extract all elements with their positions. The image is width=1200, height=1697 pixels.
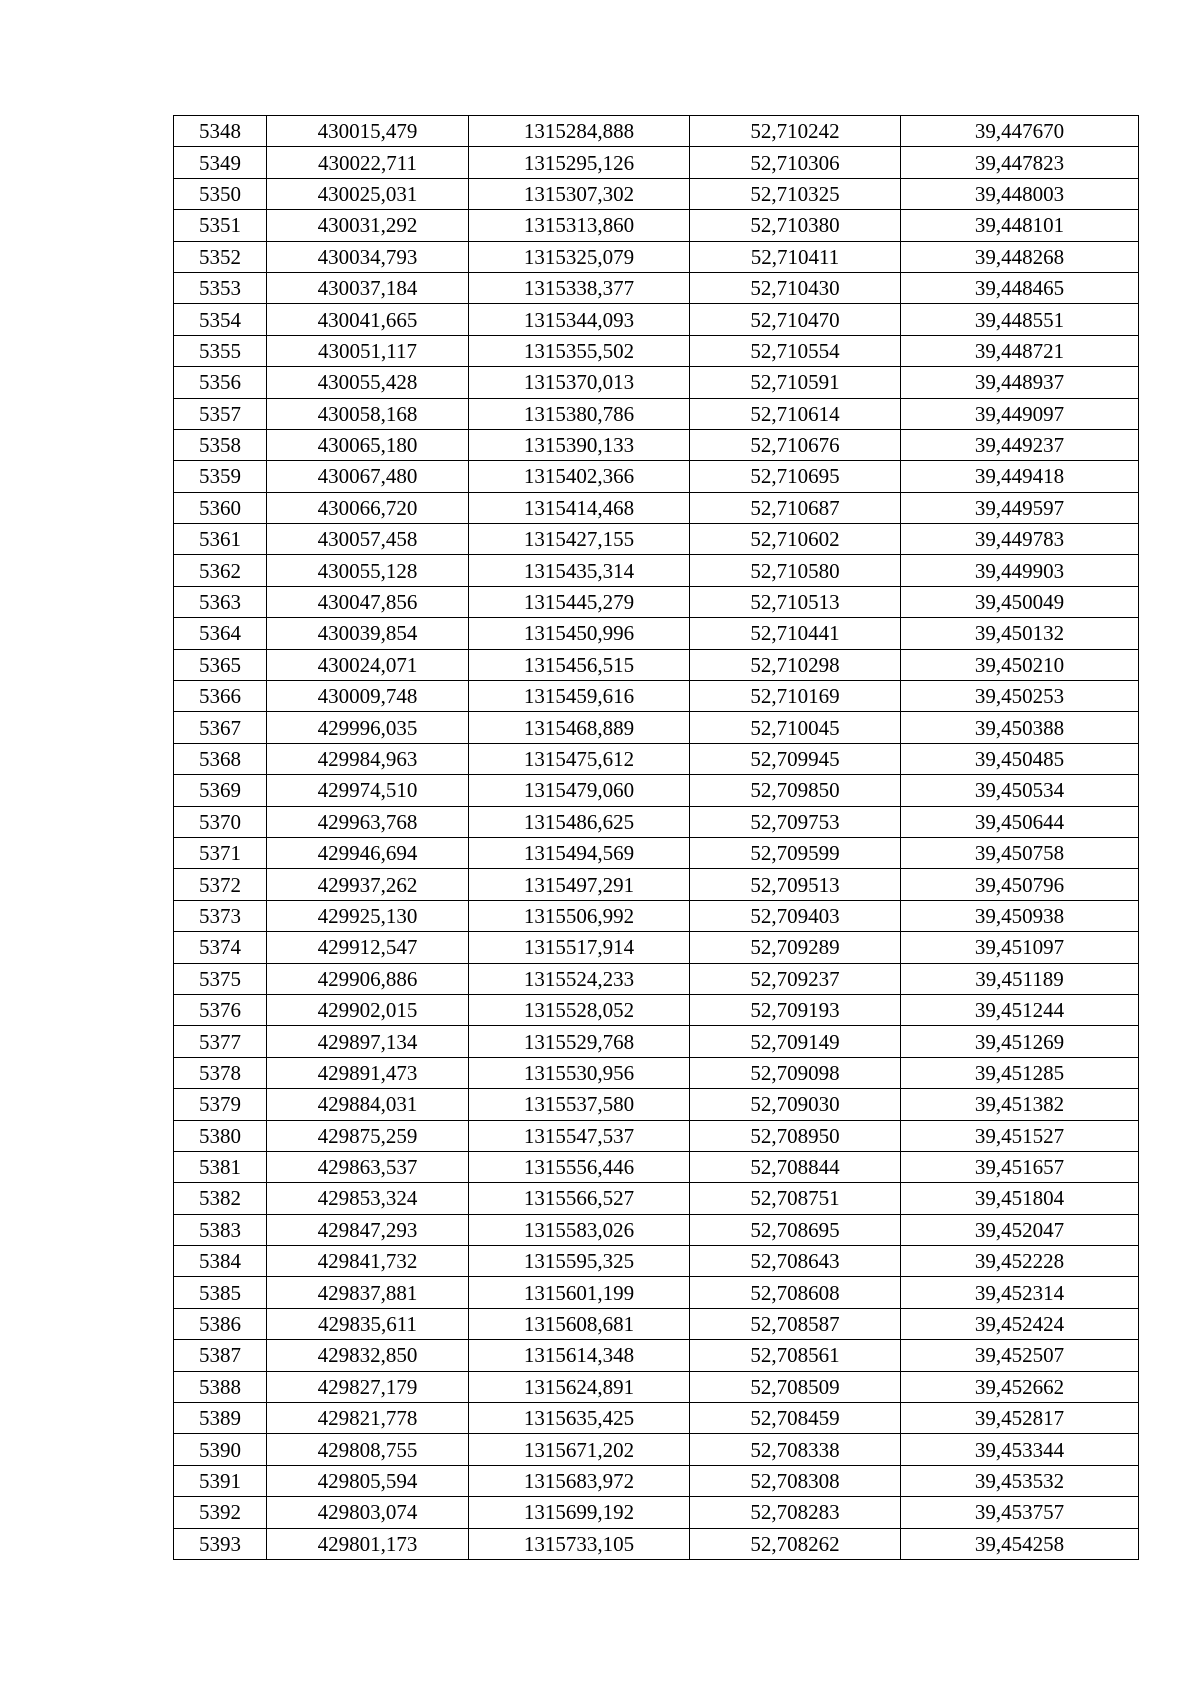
table-row bbox=[174, 241, 1139, 272]
point-number-cell: 5381 bbox=[174, 1151, 267, 1182]
longitude-cell: 39,450132 bbox=[901, 618, 1139, 649]
latitude-cell: 52,709753 bbox=[690, 806, 901, 837]
x-coordinate-cell: 429847,293 bbox=[267, 1214, 469, 1245]
latitude-cell: 52,708459 bbox=[690, 1403, 901, 1434]
longitude-cell: 39,453344 bbox=[901, 1434, 1139, 1465]
table-row bbox=[174, 1183, 1139, 1214]
table-row bbox=[174, 1340, 1139, 1371]
table-row bbox=[174, 1371, 1139, 1402]
x-coordinate-cell: 429984,963 bbox=[267, 743, 469, 774]
y-coordinate-cell: 1315307,302 bbox=[469, 178, 690, 209]
longitude-cell: 39,447823 bbox=[901, 147, 1139, 178]
table-row bbox=[174, 1308, 1139, 1339]
coordinates-table bbox=[173, 115, 1139, 1560]
x-coordinate-cell: 429891,473 bbox=[267, 1057, 469, 1088]
latitude-cell: 52,710591 bbox=[690, 367, 901, 398]
longitude-cell: 39,448268 bbox=[901, 241, 1139, 272]
x-coordinate-cell: 430037,184 bbox=[267, 272, 469, 303]
y-coordinate-cell: 1315733,105 bbox=[469, 1528, 690, 1559]
x-coordinate-cell: 429897,134 bbox=[267, 1026, 469, 1057]
y-coordinate-cell: 1315450,996 bbox=[469, 618, 690, 649]
y-coordinate-cell: 1315699,192 bbox=[469, 1497, 690, 1528]
longitude-cell: 39,453757 bbox=[901, 1497, 1139, 1528]
point-number-cell: 5357 bbox=[174, 398, 267, 429]
table-row bbox=[174, 398, 1139, 429]
x-coordinate-cell: 429863,537 bbox=[267, 1151, 469, 1182]
table-row bbox=[174, 586, 1139, 617]
point-number-cell: 5384 bbox=[174, 1246, 267, 1277]
longitude-cell: 39,452817 bbox=[901, 1403, 1139, 1434]
latitude-cell: 52,710441 bbox=[690, 618, 901, 649]
table-row bbox=[174, 1465, 1139, 1496]
x-coordinate-cell: 429925,130 bbox=[267, 900, 469, 931]
longitude-cell: 39,449903 bbox=[901, 555, 1139, 586]
latitude-cell: 52,709030 bbox=[690, 1089, 901, 1120]
latitude-cell: 52,710554 bbox=[690, 335, 901, 366]
point-number-cell: 5362 bbox=[174, 555, 267, 586]
y-coordinate-cell: 1315390,133 bbox=[469, 429, 690, 460]
y-coordinate-cell: 1315370,013 bbox=[469, 367, 690, 398]
x-coordinate-cell: 430031,292 bbox=[267, 210, 469, 241]
longitude-cell: 39,449237 bbox=[901, 429, 1139, 460]
point-number-cell: 5361 bbox=[174, 524, 267, 555]
y-coordinate-cell: 1315313,860 bbox=[469, 210, 690, 241]
y-coordinate-cell: 1315468,889 bbox=[469, 712, 690, 743]
y-coordinate-cell: 1315494,569 bbox=[469, 837, 690, 868]
longitude-cell: 39,452228 bbox=[901, 1246, 1139, 1277]
x-coordinate-cell: 430015,479 bbox=[267, 116, 469, 147]
longitude-cell: 39,451244 bbox=[901, 994, 1139, 1025]
y-coordinate-cell: 1315479,060 bbox=[469, 775, 690, 806]
x-coordinate-cell: 429906,886 bbox=[267, 963, 469, 994]
point-number-cell: 5389 bbox=[174, 1403, 267, 1434]
point-number-cell: 5350 bbox=[174, 178, 267, 209]
point-number-cell: 5390 bbox=[174, 1434, 267, 1465]
y-coordinate-cell: 1315506,992 bbox=[469, 900, 690, 931]
table-row bbox=[174, 618, 1139, 649]
x-coordinate-cell: 430009,748 bbox=[267, 681, 469, 712]
latitude-cell: 52,710695 bbox=[690, 461, 901, 492]
latitude-cell: 52,710614 bbox=[690, 398, 901, 429]
latitude-cell: 52,708509 bbox=[690, 1371, 901, 1402]
y-coordinate-cell: 1315583,026 bbox=[469, 1214, 690, 1245]
latitude-cell: 52,710380 bbox=[690, 210, 901, 241]
y-coordinate-cell: 1315456,515 bbox=[469, 649, 690, 680]
latitude-cell: 52,708608 bbox=[690, 1277, 901, 1308]
y-coordinate-cell: 1315402,366 bbox=[469, 461, 690, 492]
table-row bbox=[174, 1277, 1139, 1308]
table-row bbox=[174, 210, 1139, 241]
point-number-cell: 5352 bbox=[174, 241, 267, 272]
table-row bbox=[174, 304, 1139, 335]
latitude-cell: 52,710298 bbox=[690, 649, 901, 680]
latitude-cell: 52,709599 bbox=[690, 837, 901, 868]
x-coordinate-cell: 430024,071 bbox=[267, 649, 469, 680]
longitude-cell: 39,454258 bbox=[901, 1528, 1139, 1559]
table-row bbox=[174, 147, 1139, 178]
y-coordinate-cell: 1315414,468 bbox=[469, 492, 690, 523]
table-row bbox=[174, 335, 1139, 366]
y-coordinate-cell: 1315529,768 bbox=[469, 1026, 690, 1057]
x-coordinate-cell: 429937,262 bbox=[267, 869, 469, 900]
longitude-cell: 39,448551 bbox=[901, 304, 1139, 335]
point-number-cell: 5353 bbox=[174, 272, 267, 303]
x-coordinate-cell: 430047,856 bbox=[267, 586, 469, 617]
longitude-cell: 39,453532 bbox=[901, 1465, 1139, 1496]
table-row bbox=[174, 1151, 1139, 1182]
longitude-cell: 39,450049 bbox=[901, 586, 1139, 617]
latitude-cell: 52,709403 bbox=[690, 900, 901, 931]
point-number-cell: 5385 bbox=[174, 1277, 267, 1308]
longitude-cell: 39,450210 bbox=[901, 649, 1139, 680]
point-number-cell: 5378 bbox=[174, 1057, 267, 1088]
y-coordinate-cell: 1315435,314 bbox=[469, 555, 690, 586]
point-number-cell: 5369 bbox=[174, 775, 267, 806]
longitude-cell: 39,450253 bbox=[901, 681, 1139, 712]
y-coordinate-cell: 1315486,625 bbox=[469, 806, 690, 837]
point-number-cell: 5370 bbox=[174, 806, 267, 837]
table-row bbox=[174, 775, 1139, 806]
longitude-cell: 39,451382 bbox=[901, 1089, 1139, 1120]
x-coordinate-cell: 429808,755 bbox=[267, 1434, 469, 1465]
y-coordinate-cell: 1315614,348 bbox=[469, 1340, 690, 1371]
longitude-cell: 39,448101 bbox=[901, 210, 1139, 241]
y-coordinate-cell: 1315338,377 bbox=[469, 272, 690, 303]
x-coordinate-cell: 430022,711 bbox=[267, 147, 469, 178]
latitude-cell: 52,709850 bbox=[690, 775, 901, 806]
y-coordinate-cell: 1315295,126 bbox=[469, 147, 690, 178]
x-coordinate-cell: 429884,031 bbox=[267, 1089, 469, 1120]
latitude-cell: 52,708751 bbox=[690, 1183, 901, 1214]
latitude-cell: 52,708695 bbox=[690, 1214, 901, 1245]
point-number-cell: 5363 bbox=[174, 586, 267, 617]
point-number-cell: 5382 bbox=[174, 1183, 267, 1214]
point-number-cell: 5367 bbox=[174, 712, 267, 743]
table-row bbox=[174, 1026, 1139, 1057]
y-coordinate-cell: 1315497,291 bbox=[469, 869, 690, 900]
latitude-cell: 52,709513 bbox=[690, 869, 901, 900]
x-coordinate-cell: 429837,881 bbox=[267, 1277, 469, 1308]
x-coordinate-cell: 429902,015 bbox=[267, 994, 469, 1025]
latitude-cell: 52,709098 bbox=[690, 1057, 901, 1088]
latitude-cell: 52,709237 bbox=[690, 963, 901, 994]
x-coordinate-cell: 430067,480 bbox=[267, 461, 469, 492]
latitude-cell: 52,708587 bbox=[690, 1308, 901, 1339]
latitude-cell: 52,709193 bbox=[690, 994, 901, 1025]
y-coordinate-cell: 1315671,202 bbox=[469, 1434, 690, 1465]
y-coordinate-cell: 1315547,537 bbox=[469, 1120, 690, 1151]
latitude-cell: 52,709945 bbox=[690, 743, 901, 774]
y-coordinate-cell: 1315427,155 bbox=[469, 524, 690, 555]
table-row bbox=[174, 1057, 1139, 1088]
point-number-cell: 5364 bbox=[174, 618, 267, 649]
table-row bbox=[174, 1089, 1139, 1120]
longitude-cell: 39,448465 bbox=[901, 272, 1139, 303]
table-row bbox=[174, 116, 1139, 147]
point-number-cell: 5379 bbox=[174, 1089, 267, 1120]
longitude-cell: 39,450388 bbox=[901, 712, 1139, 743]
y-coordinate-cell: 1315459,616 bbox=[469, 681, 690, 712]
point-number-cell: 5349 bbox=[174, 147, 267, 178]
table-row bbox=[174, 837, 1139, 868]
point-number-cell: 5377 bbox=[174, 1026, 267, 1057]
table-row bbox=[174, 461, 1139, 492]
latitude-cell: 52,710687 bbox=[690, 492, 901, 523]
longitude-cell: 39,451269 bbox=[901, 1026, 1139, 1057]
y-coordinate-cell: 1315528,052 bbox=[469, 994, 690, 1025]
longitude-cell: 39,450796 bbox=[901, 869, 1139, 900]
longitude-cell: 39,451527 bbox=[901, 1120, 1139, 1151]
latitude-cell: 52,709149 bbox=[690, 1026, 901, 1057]
y-coordinate-cell: 1315624,891 bbox=[469, 1371, 690, 1402]
latitude-cell: 52,710242 bbox=[690, 116, 901, 147]
longitude-cell: 39,452424 bbox=[901, 1308, 1139, 1339]
x-coordinate-cell: 430041,665 bbox=[267, 304, 469, 335]
table-row bbox=[174, 869, 1139, 900]
y-coordinate-cell: 1315556,446 bbox=[469, 1151, 690, 1182]
longitude-cell: 39,450758 bbox=[901, 837, 1139, 868]
table-row bbox=[174, 712, 1139, 743]
longitude-cell: 39,448003 bbox=[901, 178, 1139, 209]
x-coordinate-cell: 429835,611 bbox=[267, 1308, 469, 1339]
table-row bbox=[174, 1403, 1139, 1434]
point-number-cell: 5392 bbox=[174, 1497, 267, 1528]
point-number-cell: 5351 bbox=[174, 210, 267, 241]
point-number-cell: 5376 bbox=[174, 994, 267, 1025]
point-number-cell: 5380 bbox=[174, 1120, 267, 1151]
point-number-cell: 5375 bbox=[174, 963, 267, 994]
table-row bbox=[174, 1214, 1139, 1245]
table-row bbox=[174, 492, 1139, 523]
point-number-cell: 5366 bbox=[174, 681, 267, 712]
y-coordinate-cell: 1315530,956 bbox=[469, 1057, 690, 1088]
latitude-cell: 52,708844 bbox=[690, 1151, 901, 1182]
y-coordinate-cell: 1315517,914 bbox=[469, 932, 690, 963]
latitude-cell: 52,710169 bbox=[690, 681, 901, 712]
table-row bbox=[174, 681, 1139, 712]
longitude-cell: 39,449097 bbox=[901, 398, 1139, 429]
table-row bbox=[174, 272, 1139, 303]
longitude-cell: 39,452314 bbox=[901, 1277, 1139, 1308]
x-coordinate-cell: 429912,547 bbox=[267, 932, 469, 963]
point-number-cell: 5373 bbox=[174, 900, 267, 931]
y-coordinate-cell: 1315284,888 bbox=[469, 116, 690, 147]
x-coordinate-cell: 429996,035 bbox=[267, 712, 469, 743]
latitude-cell: 52,710470 bbox=[690, 304, 901, 335]
y-coordinate-cell: 1315475,612 bbox=[469, 743, 690, 774]
table-row bbox=[174, 1434, 1139, 1465]
table-row bbox=[174, 429, 1139, 460]
y-coordinate-cell: 1315524,233 bbox=[469, 963, 690, 994]
y-coordinate-cell: 1315325,079 bbox=[469, 241, 690, 272]
point-number-cell: 5388 bbox=[174, 1371, 267, 1402]
longitude-cell: 39,451097 bbox=[901, 932, 1139, 963]
table-row bbox=[174, 963, 1139, 994]
y-coordinate-cell: 1315380,786 bbox=[469, 398, 690, 429]
x-coordinate-cell: 430055,428 bbox=[267, 367, 469, 398]
x-coordinate-cell: 429805,594 bbox=[267, 1465, 469, 1496]
table-row bbox=[174, 743, 1139, 774]
x-coordinate-cell: 430039,854 bbox=[267, 618, 469, 649]
latitude-cell: 52,710306 bbox=[690, 147, 901, 178]
table-row bbox=[174, 1120, 1139, 1151]
point-number-cell: 5368 bbox=[174, 743, 267, 774]
table-row bbox=[174, 1246, 1139, 1277]
x-coordinate-cell: 429963,768 bbox=[267, 806, 469, 837]
x-coordinate-cell: 429875,259 bbox=[267, 1120, 469, 1151]
x-coordinate-cell: 430058,168 bbox=[267, 398, 469, 429]
x-coordinate-cell: 430051,117 bbox=[267, 335, 469, 366]
x-coordinate-cell: 429827,179 bbox=[267, 1371, 469, 1402]
longitude-cell: 39,451657 bbox=[901, 1151, 1139, 1182]
y-coordinate-cell: 1315683,972 bbox=[469, 1465, 690, 1496]
latitude-cell: 52,708643 bbox=[690, 1246, 901, 1277]
longitude-cell: 39,449418 bbox=[901, 461, 1139, 492]
point-number-cell: 5386 bbox=[174, 1308, 267, 1339]
longitude-cell: 39,450644 bbox=[901, 806, 1139, 837]
x-coordinate-cell: 430034,793 bbox=[267, 241, 469, 272]
longitude-cell: 39,452507 bbox=[901, 1340, 1139, 1371]
point-number-cell: 5374 bbox=[174, 932, 267, 963]
table-row bbox=[174, 649, 1139, 680]
table-row bbox=[174, 367, 1139, 398]
y-coordinate-cell: 1315635,425 bbox=[469, 1403, 690, 1434]
table-row bbox=[174, 1528, 1139, 1559]
table-row bbox=[174, 900, 1139, 931]
latitude-cell: 52,710045 bbox=[690, 712, 901, 743]
latitude-cell: 52,708561 bbox=[690, 1340, 901, 1371]
latitude-cell: 52,708262 bbox=[690, 1528, 901, 1559]
longitude-cell: 39,448721 bbox=[901, 335, 1139, 366]
x-coordinate-cell: 429803,074 bbox=[267, 1497, 469, 1528]
x-coordinate-cell: 430065,180 bbox=[267, 429, 469, 460]
point-number-cell: 5383 bbox=[174, 1214, 267, 1245]
longitude-cell: 39,451285 bbox=[901, 1057, 1139, 1088]
y-coordinate-cell: 1315344,093 bbox=[469, 304, 690, 335]
table-row bbox=[174, 806, 1139, 837]
point-number-cell: 5358 bbox=[174, 429, 267, 460]
point-number-cell: 5360 bbox=[174, 492, 267, 523]
latitude-cell: 52,708338 bbox=[690, 1434, 901, 1465]
point-number-cell: 5371 bbox=[174, 837, 267, 868]
point-number-cell: 5359 bbox=[174, 461, 267, 492]
latitude-cell: 52,708283 bbox=[690, 1497, 901, 1528]
longitude-cell: 39,447670 bbox=[901, 116, 1139, 147]
point-number-cell: 5387 bbox=[174, 1340, 267, 1371]
x-coordinate-cell: 430057,458 bbox=[267, 524, 469, 555]
x-coordinate-cell: 429832,850 bbox=[267, 1340, 469, 1371]
longitude-cell: 39,449597 bbox=[901, 492, 1139, 523]
table-row bbox=[174, 1497, 1139, 1528]
longitude-cell: 39,450485 bbox=[901, 743, 1139, 774]
latitude-cell: 52,710676 bbox=[690, 429, 901, 460]
table-row bbox=[174, 994, 1139, 1025]
y-coordinate-cell: 1315566,527 bbox=[469, 1183, 690, 1214]
latitude-cell: 52,710513 bbox=[690, 586, 901, 617]
latitude-cell: 52,710430 bbox=[690, 272, 901, 303]
y-coordinate-cell: 1315445,279 bbox=[469, 586, 690, 617]
longitude-cell: 39,450938 bbox=[901, 900, 1139, 931]
longitude-cell: 39,449783 bbox=[901, 524, 1139, 555]
latitude-cell: 52,710602 bbox=[690, 524, 901, 555]
longitude-cell: 39,452662 bbox=[901, 1371, 1139, 1402]
y-coordinate-cell: 1315601,199 bbox=[469, 1277, 690, 1308]
point-number-cell: 5356 bbox=[174, 367, 267, 398]
y-coordinate-cell: 1315595,325 bbox=[469, 1246, 690, 1277]
longitude-cell: 39,452047 bbox=[901, 1214, 1139, 1245]
point-number-cell: 5365 bbox=[174, 649, 267, 680]
point-number-cell: 5355 bbox=[174, 335, 267, 366]
table-row bbox=[174, 932, 1139, 963]
latitude-cell: 52,710325 bbox=[690, 178, 901, 209]
point-number-cell: 5348 bbox=[174, 116, 267, 147]
latitude-cell: 52,708950 bbox=[690, 1120, 901, 1151]
x-coordinate-cell: 429974,510 bbox=[267, 775, 469, 806]
table-row bbox=[174, 178, 1139, 209]
y-coordinate-cell: 1315355,502 bbox=[469, 335, 690, 366]
latitude-cell: 52,710411 bbox=[690, 241, 901, 272]
latitude-cell: 52,710580 bbox=[690, 555, 901, 586]
x-coordinate-cell: 430066,720 bbox=[267, 492, 469, 523]
x-coordinate-cell: 429946,694 bbox=[267, 837, 469, 868]
x-coordinate-cell: 429801,173 bbox=[267, 1528, 469, 1559]
point-number-cell: 5393 bbox=[174, 1528, 267, 1559]
x-coordinate-cell: 430025,031 bbox=[267, 178, 469, 209]
x-coordinate-cell: 429841,732 bbox=[267, 1246, 469, 1277]
y-coordinate-cell: 1315608,681 bbox=[469, 1308, 690, 1339]
x-coordinate-cell: 429821,778 bbox=[267, 1403, 469, 1434]
x-coordinate-cell: 430055,128 bbox=[267, 555, 469, 586]
longitude-cell: 39,450534 bbox=[901, 775, 1139, 806]
longitude-cell: 39,451189 bbox=[901, 963, 1139, 994]
longitude-cell: 39,451804 bbox=[901, 1183, 1139, 1214]
table-row bbox=[174, 524, 1139, 555]
y-coordinate-cell: 1315537,580 bbox=[469, 1089, 690, 1120]
point-number-cell: 5354 bbox=[174, 304, 267, 335]
x-coordinate-cell: 429853,324 bbox=[267, 1183, 469, 1214]
point-number-cell: 5391 bbox=[174, 1465, 267, 1496]
point-number-cell: 5372 bbox=[174, 869, 267, 900]
table-row bbox=[174, 555, 1139, 586]
latitude-cell: 52,708308 bbox=[690, 1465, 901, 1496]
coordinates-table-body bbox=[174, 116, 1139, 1560]
longitude-cell: 39,448937 bbox=[901, 367, 1139, 398]
latitude-cell: 52,709289 bbox=[690, 932, 901, 963]
